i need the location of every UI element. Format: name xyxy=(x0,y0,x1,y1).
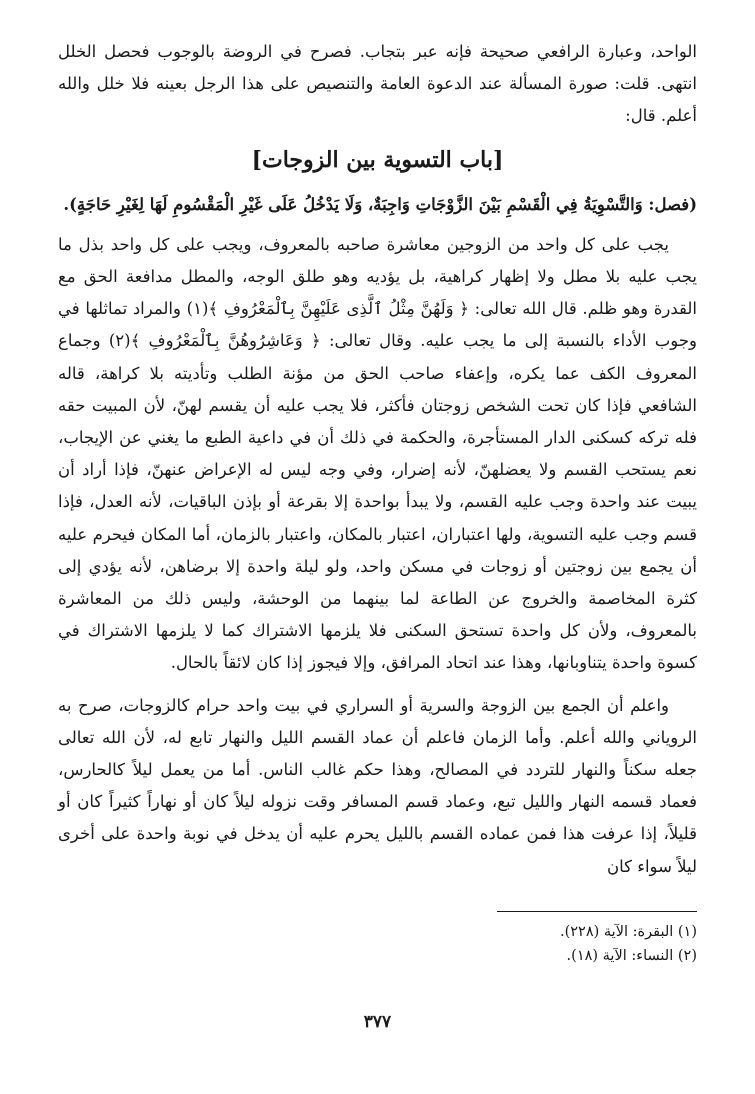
fasl-section-text: (فصل: وَالتَّسْوِيَةُ فِي الْقَسْمِ بَيْنَ الزَّوْجَاتِ وَاجِبَةٌ، وَلَا يَدْخُلُ عَلَى غَيْرِ الْمَقْسُومِ لَهَا لِغَيْرِ حَاجَةٍ). xyxy=(63,194,697,214)
page-number: ٣٧٧ xyxy=(363,1012,392,1032)
intro-paragraph: الواحد، وعبارة الرافعي صحيحة فإنه عبر بتجاب. فصرح في الروضة بالوجوب فحصل الخلل انتهى. قلت: صورة المسألة عند الدعوة العامة والتنصيص على هذا الرجل بعينه فلا خلل والله أعلم. قال: xyxy=(58,42,697,126)
body-paragraph-2: واعلم أن الجمع بين الزوجة والسرية أو السراري في بيت واحد حرام كالزوجات، صرح به الروياني والله أعلم. وأما الزمان فاعلم أن عماد القسم الليل والنهار تابع له، لأن الله تعالى جعله سكناً والنهار للتردد في المصالح، وهذا حكم غالب الناس. أما من يعمل ليلاً كالحارس، فعماد قسمه النهار والليل تبع، وعماد قسم المسافر وقت نزوله ليلاً كان أو نهاراً كثيراً كان أو قليلاً، إذا عرفت هذا فمن عماده القسم بالليل يحرم عليه أن يدخل في نوبة واحدة على أخرى ليلاً سواء كان xyxy=(58,695,697,876)
body-paragraph-1: يجب على كل واحد من الزوجين معاشرة صاحبه بالمعروف، ويجب على كل واحد بذل ما يجب عليه بلا مطل ولا إظهار كراهية، بل يؤديه وهو طلق الوجه، والمطل مدافعة الحق مع القدرة وهو ظلم. قال الله تعالى: ﴿ وَلَهُنَّ مِثْلُ ٱلَّذِى عَلَيْهِنَّ بِٱلْمَعْرُوفِ ﴾(١) والمراد تماثلها في وجوب الأداء بالنسبة إلى ما يجب عليه. وقال تعالى: ﴿ وَعَاشِرُوهُنَّ بِٱلْمَعْرُوفِ ﴾(٢) وجماع المعروف الكف عما يكره، وإعفاء صاحب الحق من مؤنة الطلب وتأديته بلا كراهة، قاله الشافعي فإذا كان تحت الشخص زوجتان فأكثر، فلا يجب عليه أن يقسم لهنّ، لأن المبيت حقه فله تركه كسكنى الدار المستأجرة، والحكمة في ذلك أن في داعية الطبع ما يغني عن الإيجاب، نعم يستحب القسم ولا يعضلهنّ، لأنه إضرار، وفي وجه ليس له الإعراض عنهنّ، فإذا أراد أن يبيت عند واحدة وجب عليه القسم، ولا يبدأ بواحدة إلا بقرعة أو بإذن الباقيات، لأنه العدل، فإذا قسم وجب عليه التسوية، ولها اعتباران، اعتبار بالمكان، واعتبار بالزمان، أما المكان فيحرم عليه أن يجمع بين زوجتين أو زوجات في مسكن واحد، ولو ليلة واحدة إلا برضاهن، لأنه يؤدي إلى كثرة المخاصمة والخروج عن الطاعة لما بينهما من الوحشة، وليس ذلك من المعاشرة بالمعروف، ولأن كل واحدة تستحق السكنى فلا يلزمها الاشتراك كما لا يلزمها الاشتراك في كسوة واحدة يتناوبانها، وهذا عند اتحاد المرافق، وإلا فيجوز إذا كان لائقاً بالحال. xyxy=(58,234,697,673)
footnote-1: (١) البقرة: الآية (٢٢٨). xyxy=(559,923,697,940)
chapter-heading: [باب التسوية بين الزوجات] xyxy=(251,146,504,173)
footnote-2: (٢) النساء: الآية (١٨). xyxy=(566,947,697,964)
footnote-divider xyxy=(497,911,697,912)
